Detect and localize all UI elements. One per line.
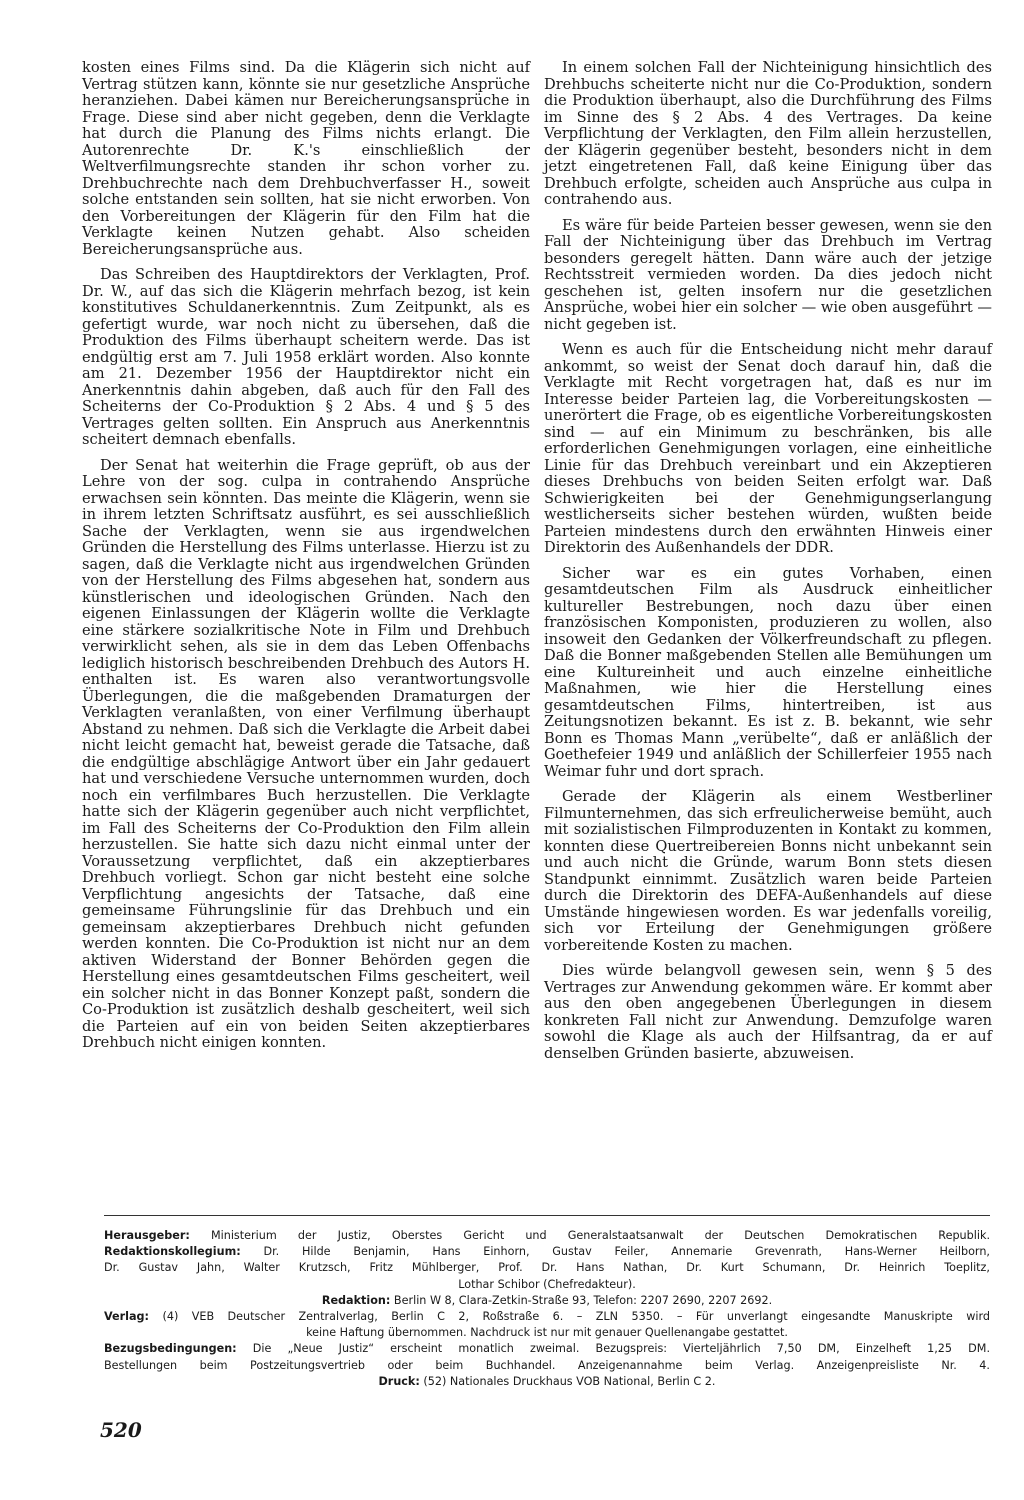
impressum-herausgeber (104, 1228, 990, 1244)
impressum-verlag (104, 1309, 990, 1325)
impressum-bezug-cont: Bestellungen beim Postzeitungsvertrieb oder beim Buchhandel. Anzeigenannahme beim Verlag. Anzeigenpreisliste Nr. 4. (104, 1358, 990, 1372)
impressum-druck (104, 1374, 990, 1390)
impressum-text: (52) Nationales Druckhaus VOB National, Berlin C 2. (423, 1374, 716, 1388)
paragraph: Dies würde belangvoll gewesen sein, wenn § 5 des Vertrages zur Anwendung gekommen wäre. Er kommt aber aus den oben angegebenen Überlegungen in diesem konkreten Fall nicht zur Anwendung. Demzufolge waren sowohl die Klage als auch der Hilfsantrag, da er auf denselben Gründen basierte, abzuweisen. (544, 962, 992, 1062)
impressum-redaktionskollegium-cont: Dr. Gustav Jahn, Walter Krutzsch, Fritz Mühlberger, Prof. Dr. Hans Nathan, Dr. Kurt Schumann, Dr. Heinrich Toeplitz, (104, 1261, 990, 1275)
impressum-text: (4) VEB Deutscher Zentralverlag, Berlin C 2, Roßstraße 6. – ZLN 5350. – Für unverlangt eingesandte Manuskripte wird (162, 1310, 991, 1324)
impressum-text: Ministerium der Justiz, Oberstes Gericht und Generalstaatsanwalt der Deutschen Demokratischen Republik. (210, 1229, 990, 1242)
paragraph: Sicher war es ein gutes Vorhaben, einen gesamtdeutschen Film als Ausdruck einheitlicher kultureller Bestrebungen, noch dazu über einen französischen Komponisten, produzieren zu wollen, also insoweit den Gedanken der Völkerfreundschaft zu pflegen. Daß die Bonner maßgebenden Stellen alle Bemühungen um eine Kultureinheit und auch einzelne einheitliche Maßnahmen, wie hier die Herstellung eines gesamtdeutschen Films, hintertreiben, ist aus Zeitungsnotizen bekannt. Es ist z. B. bekannt, wie sehr Bonn es Thomas Mann „verübelte“, daß er anläßlich der Goethefeier 1949 und anläßlich der Schillerfeier 1955 nach Weimar fuhr und dort sprach. (544, 564, 992, 780)
impressum-verlag-cont: keine Haftung übernommen. Nachdruck ist nur mit genauer Quellenangabe gestattet. (306, 1326, 788, 1340)
paragraph: Es wäre für beide Parteien besser gewesen, wenn sie den Fall der Nichteinigung über das Drehbuch im Vertrag besonders geregelt hätten. Dann wäre auch der jetzige Rechtsstreit vermieden worden. Da dies jedoch nicht geschehen ist, gelten insofern nur die gesetzlichen Ansprüche, wobei hier ein solcher — wie oben ausgeführt — nicht gegeben ist. (544, 216, 992, 333)
paragraph: Wenn es auch für die Entscheidung nicht mehr darauf ankommt, so weist der Senat doch darauf hin, daß die Verklagte mit Recht vorgetragen hat, daß es nur im Interesse beider Parteien lag, die Vorbereitungskosten — unerörtert die Frage, ob es eigentliche Vorbereitungskosten sind — auf ein Minimum zu beschränken, bis alle erforderlichen Genehmigungen vorlagen, eine einheitliche Linie für das Drehbuch vereinbart und ein Akzeptieren dieses Drehbuchs von beiden Seiten erfolgt war. Daß Schwierigkeiten bei der Genehmigungserlangung westlicherseits sicher bestehen würden, wußten beide Parteien mindestens durch den erwähnten Hinweis einer Direktorin des Außenhandels der DDR. (544, 341, 992, 556)
impressum-label: Redaktion: (321, 1293, 391, 1307)
impressum-label: Redaktionskollegium: (104, 1245, 241, 1259)
impressum-text: Dr. Hilde Benjamin, Hans Einhorn, Gustav Feiler, Annemarie Grevenrath, Hans-Werner Heilborn, (263, 1245, 990, 1259)
impressum-redaktion (104, 1293, 990, 1309)
paragraph: Gerade der Klägerin als einem Westberliner Filmunternehmen, das sich erfreulicherweise bemüht, auch mit sozialistischen Filmproduzenten in Kontakt zu kommen, konnten diese Quertreibereien Bonns nicht unbekannt sein und auch nicht die Gründe, warum Bonn stets diesen Standpunkt einnimmt. Zusätzlich waren beide Parteien durch die Direktorin des DEFA-Außenhandels auf diese Umstände hingewiesen worden. Es war jedenfalls voreilig, sich vor Erteilung der Genehmigungen größere vorbereitende Kosten zu machen. (544, 788, 992, 954)
impressum-label: Verlag: (104, 1310, 150, 1324)
impressum-redaktionskollegium-cont: Lothar Schibor (Chefredakteur). (458, 1277, 636, 1291)
impressum-label: Herausgeber: (104, 1229, 190, 1242)
impressum-text: Berlin W 8, Clara-Zetkin-Straße 93, Telefon: 2207 2690, 2207 2692. (393, 1293, 773, 1307)
impressum-redaktionskollegium (104, 1244, 990, 1260)
text-column-right (544, 60, 992, 1071)
impressum-divider (104, 1215, 990, 1216)
impressum (104, 1228, 990, 1390)
impressum-text: Die „Neue Justiz“ erscheint monatlich zweimal. Bezugspreis: Vierteljährlich 7,50 DM, Einzelheft 1,25 DM. (252, 1342, 990, 1356)
paragraph: kosten eines Films sind. Da die Klägerin sich nicht auf Vertrag stützen kann, könnte sie nur gesetzliche Ansprüche heranziehen. Dabei kämen nur Bereicherungsansprüche in Frage. Diese sind aber nicht gegeben, denn die Verklagte hat durch die Planung des Films nichts erlangt. Die Autorenrechte Dr. K.'s einschließlich der Weltverfilmungsrechte standen ihr schon vorher zu. Drehbuchrechte nach dem Drehbuchverfasser H., soweit solche entstanden sein sollten, hat sie nicht erworben. Von den Vorbereitungen der Klägerin für den Film hat die Verklagte keinen Nutzen gehabt. Also scheiden Bereicherungsansprüche aus. (82, 59, 530, 258)
paragraph: In einem solchen Fall der Nichteinigung hinsichtlich des Drehbuchs scheiterte nicht nur die Co-Produktion, sondern die Produktion überhaupt, also die Durchführung des Films im Sinne des § 2 Abs. 4 des Vertrages. Da keine Verpflichtung der Verklagten, den Film allein herzustellen, der Klägerin gegenüber besteht, besonders nicht in dem jetzt eingetretenen Fall, daß keine Einigung über das Drehbuch erfolgte, scheiden auch Ansprüche aus culpa in contrahendo aus. (544, 59, 992, 208)
text-column-left (82, 60, 530, 1061)
impressum-label: Bezugsbedingungen: (104, 1342, 237, 1356)
page-number: 520 (100, 1418, 142, 1442)
paragraph: Das Schreiben des Hauptdirektors der Verklagten, Prof. Dr. W., auf das sich die Klägerin mehrfach bezog, ist kein konstitutives Schuldanerkenntnis. Zum Zeitpunkt, als es gefertigt wurde, war noch nicht zu übersehen, daß die Produktion des Films überhaupt scheitern werde. Das ist endgültig erst am 7. Juli 1958 erklärt worden. Also konnte am 21. Dezember 1956 der Hauptdirektor nicht ein Anerkenntnis dahin abgeben, daß auch für den Fall des Scheiterns der Co-Produktion § 2 Abs. 4 und § 5 des Vertrages gelten sollten. Ein Anspruch aus Anerkenntnis scheitert demnach ebenfalls. (82, 266, 530, 448)
paragraph: Der Senat hat weiterhin die Frage geprüft, ob aus der Lehre von der sog. culpa in contrahendo Ansprüche erwachsen sein könnten. Das meinte die Klägerin, wenn sie in ihrem letzten Schriftsatz ausführt, es sei ausschließlich Sache der Verklagten, wenn sie aus irgendwelchen Gründen die Herstellung des Films unterlasse. Hierzu ist zu sagen, daß die Verklagte nicht aus irgendwelchen Gründen von der Herstellung des Films abgesehen hat, sondern aus künstlerischen und ideologischen Gründen. Nach den eigenen Einlassungen der Klägerin wollte die Verklagte eine stärkere sozialkritische Note in Film und Drehbuch verwirklicht sehen, als sie in dem das Leben Offenbachs lediglich historisch beschreibenden Drehbuch des Autors H. enthalten ist. Es waren also verantwortungsvolle Überlegungen, die die maßgebenden Dramaturgen der Verklagten veranlaßten, von einer Verfilmung überhaupt Abstand zu nehmen. Daß sich die Verklagte die Arbeit dabei nicht leicht gemacht hat, beweist gerade die Tatsache, daß die endgültige abschlägige Antwort über ein Jahr gedauert hat und verschiedene Versuche unternommen wurden, doch noch ein verfilmbares Buch herzustellen. Die Verklagte hatte sich der Klägerin gegenüber auch nicht verpflichtet, im Fall des Scheiterns der Co-Produktion den Film allein herzustellen. Sie hatte sich dazu nicht einmal unter der Voraussetzung verpflichtet, daß ein akzeptierbares Drehbuch vorliegt. Schon gar nicht besteht eine solche Verpflichtung angesichts der Tatsache, daß eine gemeinsame Führungslinie für das Drehbuch und ein gemeinsam akzeptierbares Drehbuch nicht gefunden werden konnten. Die Co-Produktion ist nicht nur an dem aktiven Widerstand der Bonner Behörden gegen die Herstellung eines gesamtdeutschen Films gescheitert, weil ein solcher nicht in das Bonner Konzept paßt, sondern die Co-Produktion ist zusätzlich deshalb gescheitert, weil sich die Parteien auf ein von beiden Seiten akzeptierbares Drehbuch nicht einigen konnten. (82, 456, 530, 1051)
impressum-bezug (104, 1341, 990, 1357)
impressum-label: Druck: (378, 1374, 420, 1388)
